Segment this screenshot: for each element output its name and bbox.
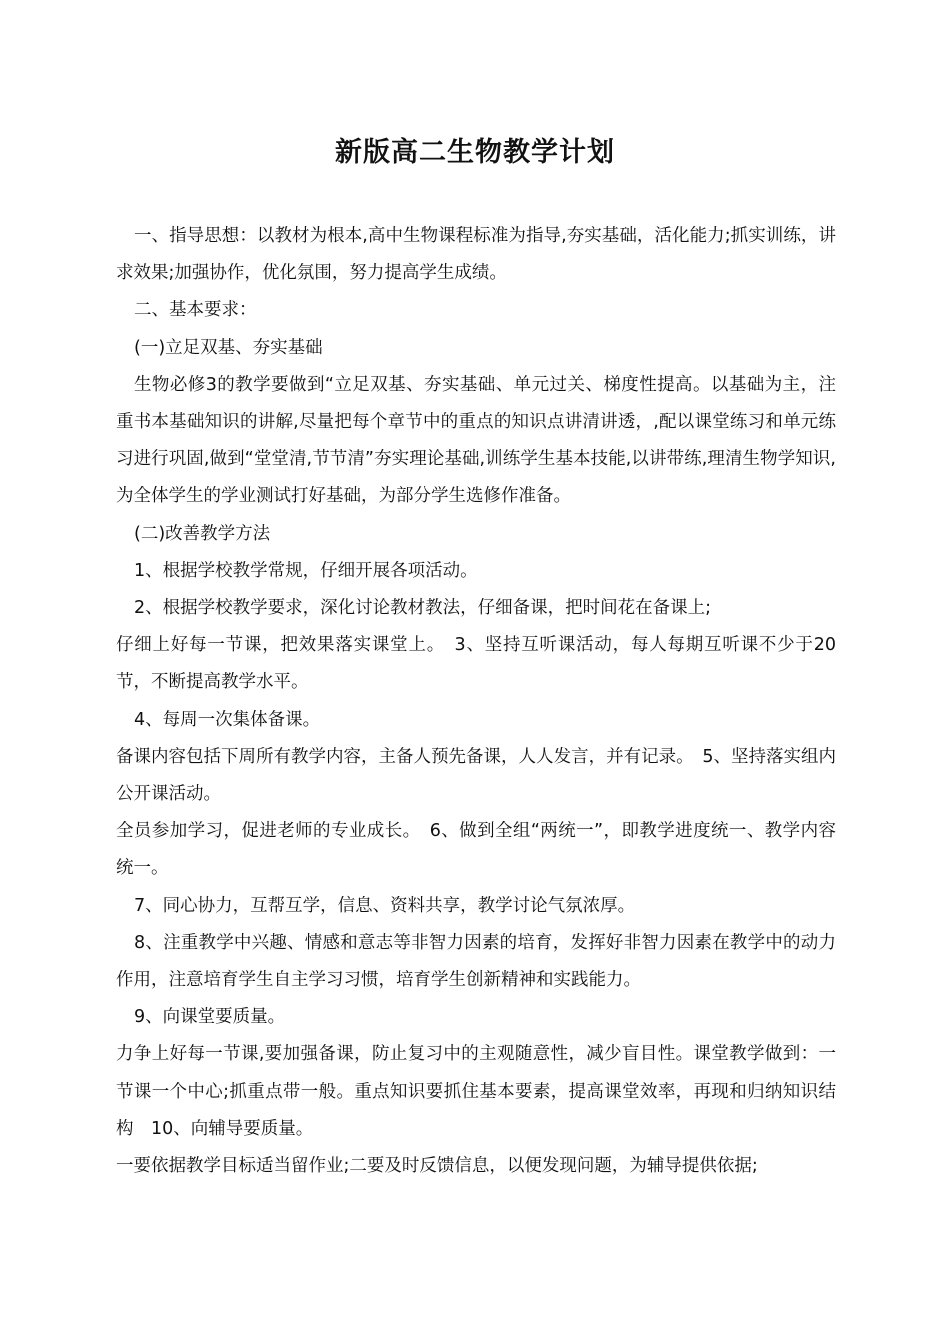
paragraph: 仔细上好每一节课，把效果落实课堂上。 3、坚持互听课活动，每人每期互听课不少于20节，不断提高教学水平。 bbox=[116, 635, 836, 693]
paragraph: 全员参加学习，促进老师的专业成长。 6、做到全组“两统一”，即教学进度统一、教学内容统一。 bbox=[116, 821, 836, 879]
paragraph: 1、根据学校教学常规，仔细开展各项活动。 bbox=[134, 560, 478, 581]
paragraph: 备课内容包括下周所有教学内容，主备人预先备课，人人发言，并有记录。 5、坚持落实组内公开课活动。 bbox=[116, 746, 836, 805]
paragraph: 4、每周一次集体备课。 bbox=[134, 709, 321, 730]
paragraph: (一)立足双基、夯实基础 bbox=[134, 337, 323, 358]
paragraph: 二、基本要求： bbox=[134, 300, 257, 321]
paragraph: 一、指导思想：以教材为根本,高中生物课程标准为指导,夯实基础，活化能力;抓实训练，讲求效果;加强协作，优化氛围，努力提高学生成绩。 bbox=[116, 226, 836, 284]
paragraph: 力争上好每一节课,要加强备课，防止复习中的主观随意性，减少盲目性。课堂教学做到：一节课一个中心;抓重点带一般。重点知识要抓住基本要素，提高课堂效率，再现和归纳知识结构 10、向辅导要质量。 bbox=[116, 1044, 836, 1139]
paragraph: 一要依据教学目标适当留作业;二要及时反馈信息，以便发现问题，为辅导提供依据; bbox=[116, 1156, 758, 1177]
paragraph: 9、向课堂要质量。 bbox=[134, 1007, 286, 1028]
paragraph: 7、同心协力，互帮互学，信息、资料共享，教学讨论气氛浓厚。 bbox=[134, 895, 636, 916]
paragraph: 生物必修3的教学要做到“立足双基、夯实基础、单元过关、梯度性提高。以基础为主，注重书本基础知识的讲解,尽量把每个章节中的重点的知识点讲清讲透，,配以课堂练习和单元练习进行巩固,做到“堂堂清,节节清”夯实理论基础,训练学生基本技能,以讲带练,理清生物学知识,为全体学生的学业测试打好基础，为部分学生选修作准备。 bbox=[116, 374, 836, 507]
paragraph: (二)改善教学方法 bbox=[134, 523, 271, 544]
document-body bbox=[116, 218, 836, 1185]
document-title: 新版高二生物教学计划 bbox=[335, 137, 615, 168]
paragraph: 2、根据学校教学要求，深化讨论教材教法，仔细备课，把时间花在备课上; bbox=[134, 598, 712, 619]
paragraph: 8、注重教学中兴趣、情感和意志等非智力因素的培育，发挥好非智力因素在教学中的动力作用，注意培育学生自主学习习惯，培育学生创新精神和实践能力。 bbox=[116, 932, 836, 991]
